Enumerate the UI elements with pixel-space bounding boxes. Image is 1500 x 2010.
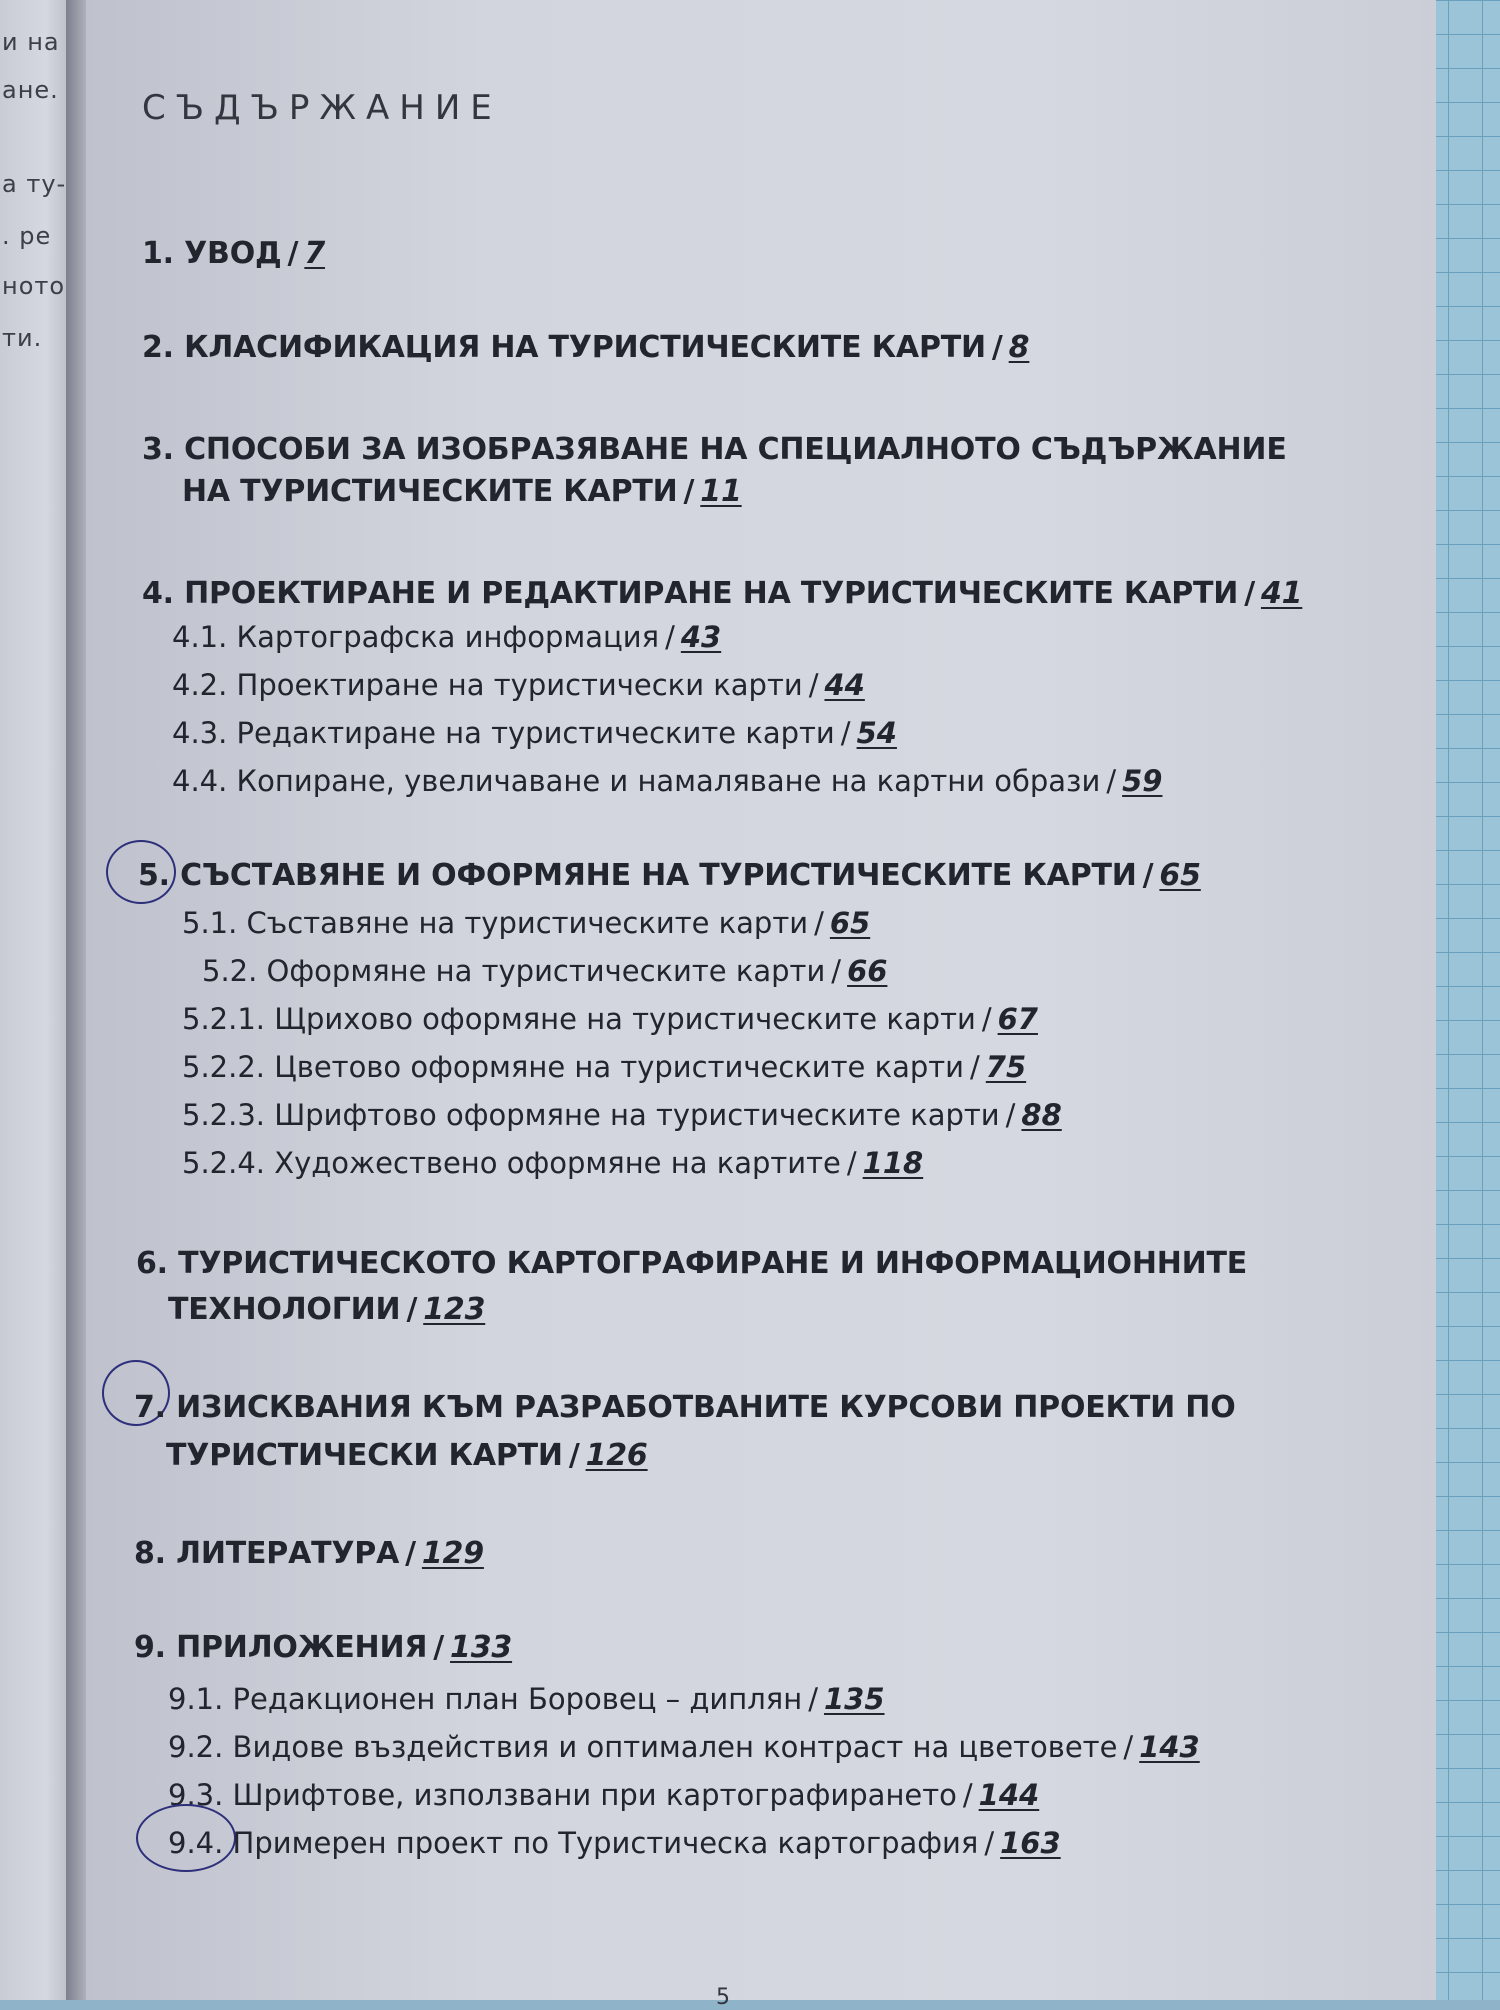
toc-subentry xyxy=(202,954,887,988)
toc-entry-title: 5.2.2. Цветово оформяне на туристическите карти xyxy=(182,1050,965,1084)
left-page-fragment: и на xyxy=(2,28,60,56)
page-separator: / xyxy=(665,620,675,654)
page-separator: / xyxy=(1005,1098,1016,1132)
toc-entry-title: 4. ПРОЕКТИРАНЕ И РЕДАКТИРАНЕ НА ТУРИСТИЧЕСКИТЕ КАРТИ xyxy=(142,576,1239,611)
toc-page-number: 59 xyxy=(1122,764,1163,798)
toc-entry-continuation xyxy=(168,1292,485,1327)
toc-entry-title: 9.1. Редакционен план Боровец – диплян xyxy=(168,1682,803,1716)
toc-page-number: 88 xyxy=(1021,1098,1062,1132)
toc-entry-title: ТУРИСТИЧЕСКИ КАРТИ xyxy=(166,1438,563,1473)
toc-entry-continuation xyxy=(182,474,742,509)
toc-page-number: 43 xyxy=(680,620,722,654)
toc-page-number: 144 xyxy=(978,1778,1040,1812)
toc-page-number: 44 xyxy=(824,668,865,702)
toc-entry-title: 5.1. Съставяне на туристическите карти xyxy=(182,906,809,940)
left-page-fragment: а ту- xyxy=(2,170,66,198)
toc-page-number: 65 xyxy=(1159,858,1201,893)
toc-entry-title: 1. УВОД xyxy=(142,236,282,271)
previous-page-edge xyxy=(0,0,66,2000)
page-separator: / xyxy=(1123,1730,1134,1764)
toc-entry-title: 5.2.1. Щрихово оформяне на туристическите карти xyxy=(182,1002,976,1036)
page-separator: / xyxy=(814,906,824,940)
toc-entry xyxy=(142,432,1287,467)
toc-entry-title: 8. ЛИТЕРАТУРА xyxy=(134,1536,400,1571)
toc-subentry xyxy=(182,1146,923,1180)
toc-subentry xyxy=(168,1778,1039,1812)
toc-page-number: 41 xyxy=(1260,576,1303,611)
left-page-fragment: . ре xyxy=(2,222,52,250)
left-page-fragment: ти. xyxy=(2,324,43,352)
toc-page-number: 126 xyxy=(585,1438,648,1473)
page-separator: / xyxy=(1106,764,1117,798)
page-separator: / xyxy=(568,1438,580,1473)
page-separator: / xyxy=(808,1682,818,1716)
toc-page-number: 133 xyxy=(450,1630,513,1665)
toc-page-number: 163 xyxy=(1000,1826,1061,1860)
toc-subentry xyxy=(182,1098,1062,1132)
page-separator: / xyxy=(991,330,1003,365)
toc-subentry xyxy=(168,1730,1200,1764)
toc-page-number: 67 xyxy=(997,1002,1038,1036)
toc-entry-title: 9.2. Видове въздействия и оптимален контраст на цветовете xyxy=(168,1730,1118,1764)
toc-entry xyxy=(142,236,325,271)
page-separator: / xyxy=(433,1630,445,1665)
toc-entry-title: 4.4. Копиране, увеличаване и намаляване на картни образи xyxy=(172,764,1101,798)
toc-entry-title: 5.2.4. Художествено оформяне на картите xyxy=(182,1146,841,1180)
toc-page-number: 66 xyxy=(847,954,888,988)
toc-subentry xyxy=(168,1682,885,1716)
toc-page-number: 75 xyxy=(985,1050,1027,1084)
page-separator: / xyxy=(406,1292,418,1327)
page-separator: / xyxy=(846,1146,857,1180)
toc-entry-continuation xyxy=(166,1438,648,1473)
page-separator: / xyxy=(405,1536,416,1571)
toc-entry-title: 2. КЛАСИФИКАЦИЯ НА ТУРИСТИЧЕСКИТЕ КАРТИ xyxy=(142,330,986,365)
toc-subentry xyxy=(182,1002,1038,1036)
toc-entry xyxy=(142,330,1029,365)
toc-heading: СЪДЪРЖАНИЕ xyxy=(142,88,502,128)
toc-page-number: 11 xyxy=(700,474,742,509)
toc-subentry xyxy=(182,906,870,940)
toc-entry xyxy=(136,1246,1247,1281)
page-separator: / xyxy=(970,1050,980,1084)
toc-entry xyxy=(134,1630,512,1665)
toc-entry-title: 5.2. Оформяне на туристическите карти xyxy=(202,954,826,988)
toc-entry-title: 7. ИЗИСКВАНИЯ КЪМ РАЗРАБОТВАНИТЕ КУРСОВИ ПРОЕКТИ ПО xyxy=(134,1390,1236,1425)
toc-entry xyxy=(134,1390,1236,1425)
toc-entry-title: 5.2.3. Шрифтово оформяне на туристическите карти xyxy=(182,1098,1000,1132)
toc-page-number: 143 xyxy=(1139,1730,1200,1764)
toc-entry-title: 5. СЪСТАВЯНЕ И ОФОРМЯНЕ НА ТУРИСТИЧЕСКИТЕ КАРТИ xyxy=(138,858,1137,893)
page-separator: / xyxy=(831,954,842,988)
toc-entry-title: 9.4. Примерен проект по Туристическа картография xyxy=(168,1826,979,1860)
toc-entry-title: 6. ТУРИСТИЧЕСКОТО КАРТОГРАФИРАНЕ И ИНФОРМАЦИОННИТЕ xyxy=(136,1246,1248,1281)
page-separator: / xyxy=(984,1826,995,1860)
toc-entry-title: 4.2. Проектиране на туристически карти xyxy=(172,668,803,702)
page-separator: / xyxy=(840,716,851,750)
toc-page-number: 7 xyxy=(304,236,325,271)
toc-entry-title: ТЕХНОЛОГИИ xyxy=(168,1292,401,1327)
toc-page-number: 135 xyxy=(823,1682,885,1716)
table-of-contents-page xyxy=(86,0,1436,2010)
toc-subentry xyxy=(182,1050,1026,1084)
page-separator: / xyxy=(683,474,695,509)
toc-page-number: 54 xyxy=(856,716,897,750)
toc-entry-title: НА ТУРИСТИЧЕСКИТЕ КАРТИ xyxy=(182,474,678,509)
toc-subentry xyxy=(172,716,897,750)
toc-subentry xyxy=(172,620,721,654)
page-separator: / xyxy=(1244,576,1255,611)
left-page-fragment: ното xyxy=(2,272,66,300)
page-separator: / xyxy=(962,1778,973,1812)
toc-entry-title: 9.3. Шрифтове, използвани при картографирането xyxy=(168,1778,957,1812)
toc-page-number: 8 xyxy=(1008,330,1030,365)
toc-subentry xyxy=(168,1826,1061,1860)
toc-entry xyxy=(142,576,1302,611)
toc-page-number: 65 xyxy=(829,906,871,940)
toc-entry-title: 9. ПРИЛОЖЕНИЯ xyxy=(134,1630,428,1665)
left-page-fragment: ане. xyxy=(2,76,59,104)
page-separator: / xyxy=(1142,858,1154,893)
toc-subentry xyxy=(172,668,865,702)
toc-entry-title: 4.1. Картографска информация xyxy=(172,620,660,654)
page-separator: / xyxy=(808,668,819,702)
page-folio: 5 xyxy=(716,1985,730,2010)
toc-subentry xyxy=(172,764,1162,798)
page-separator: / xyxy=(981,1002,992,1036)
toc-entry xyxy=(134,1536,484,1571)
toc-page-number: 118 xyxy=(862,1146,924,1180)
toc-entry-title: 3. СПОСОБИ ЗА ИЗОБРАЗЯВАНЕ НА СПЕЦИАЛНОТО СЪДЪРЖАНИЕ xyxy=(142,432,1287,467)
toc-entry xyxy=(138,858,1201,893)
page-separator: / xyxy=(287,236,299,271)
toc-page-number: 129 xyxy=(421,1536,484,1571)
book-gutter xyxy=(66,0,86,2000)
toc-page-number: 123 xyxy=(423,1292,486,1327)
toc-entry-title: 4.3. Редактиране на туристическите карти xyxy=(172,716,835,750)
